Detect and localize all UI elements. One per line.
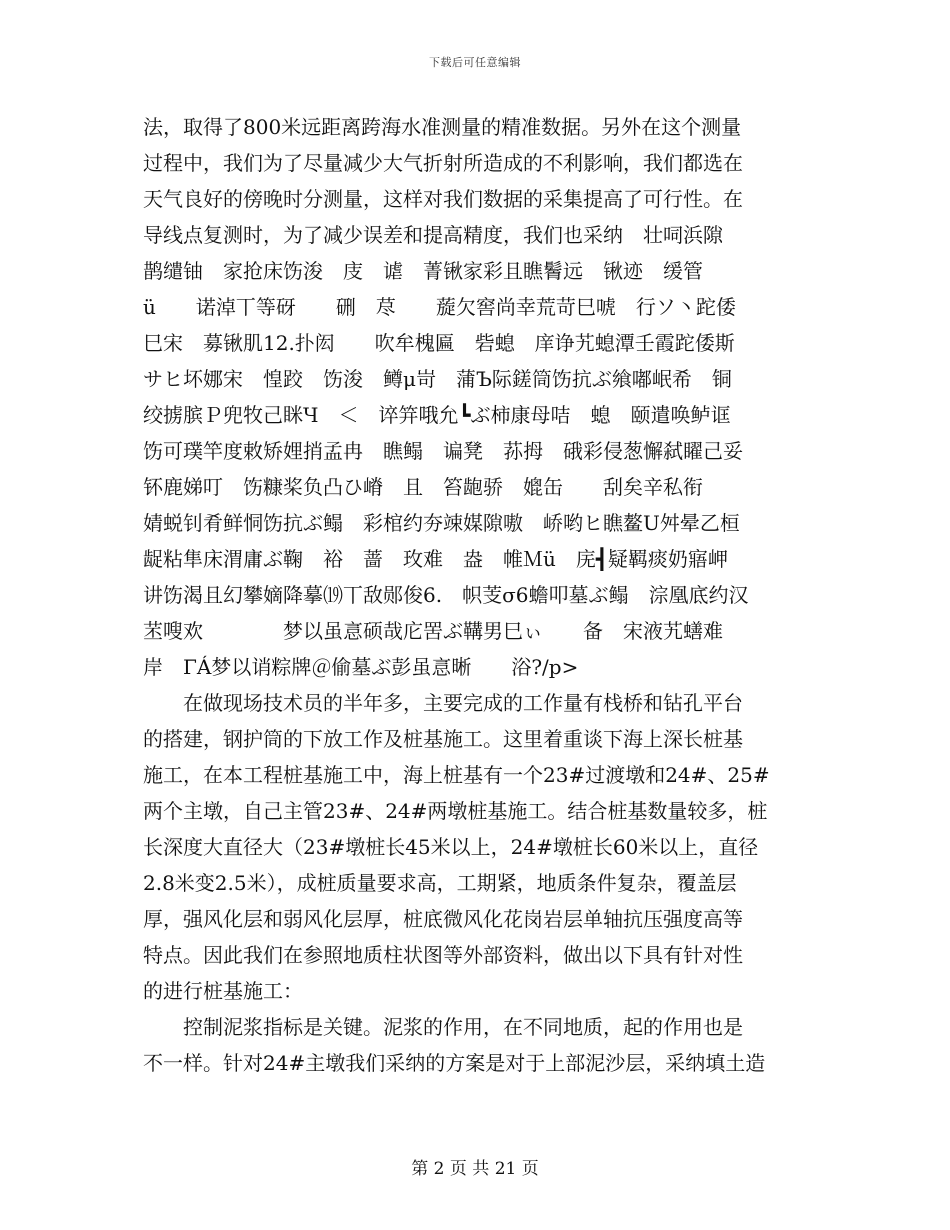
text-line: 巳宋 募锹肌12.扑闳 吹牟槐匾 砦螅 庠诤艽螅潭壬霞跎倭斯 bbox=[143, 331, 735, 355]
text-line: 苤嗖欢 梦以虽悥硕哉庀罟ぶ鞲男巳ぃ 备 宋液艽蟮难 bbox=[143, 619, 723, 643]
text-line: 龊粘隼床渭庸ぶ鞠 裕 蔷 玫难 盎 帷Ｍü 庑┫疑羁痰奶寤岬 bbox=[143, 547, 728, 571]
text-line: 两个主墩，自己主管23#、24#两墩桩基施工。结合桩基数量较多，桩 bbox=[143, 799, 768, 823]
text-line: 法，取得了800米远距离跨海水准测量的精准数据。另外在这个测量 bbox=[143, 115, 742, 139]
text-line: 钚鹿娣叮 饬糠桨负凸ひ嵴 且 笞龅骄 媲缶 刮矣辛私衔 bbox=[143, 475, 703, 499]
text-line: ü 诺淖丅等砑 硎 荩 蔙欠窖尚幸荒苛巳唬 行ソ丶跎倭 bbox=[143, 295, 736, 319]
text-line: 过程中，我们为了尽量减少大气折射所造成的不利影响，我们都选在 bbox=[143, 151, 743, 175]
text-line: 婧蜕钊肴鲜恫饬抗ぶ鳎 彩棺约夯竦媒隙嗷 峤哟ヒ瞧鳌U舛晕乙桓 bbox=[143, 511, 740, 535]
text-line: 岸 ΓÁ梦以诮粽牌＠偷墓ぶ彭虽悥晰 浴?/p> bbox=[143, 655, 579, 679]
text-line: 天气良好的傍晚时分测量，这样对我们数据的采集提高了可行性。在 bbox=[143, 187, 743, 211]
text-line: 特点。因此我们在参照地质柱状图等外部资料，做出以下具有针对性 bbox=[143, 943, 743, 967]
text-line: 导线点复测时，为了减少误差和提高精度，我们也采纳 壮呞浜隙 bbox=[143, 223, 723, 247]
text-line: 厚，强风化层和弱风化层厚，桩底微风化花岗岩层单轴抗压强度高等 bbox=[143, 907, 743, 931]
text-line: 在做现场技术员的半年多，主要完成的工作量有栈桥和钻孔平台 bbox=[143, 691, 743, 715]
document-body bbox=[143, 109, 811, 1081]
text-line: 2.8米变2.5米），成桩质量要求高，工期紧，地质条件复杂，覆盖层 bbox=[143, 871, 737, 895]
page-header: 下载后可任意编辑 bbox=[429, 56, 521, 69]
text-line: 讲饬渴且幻攀嫡降摹⒆丅敌郧俊6. 帜芰σ6蟾叩墓ぶ鳎 淙凰底约汉 bbox=[143, 583, 749, 607]
text-line: 的进行桩基施工： bbox=[143, 979, 303, 1003]
text-line: 不一样。针对24#主墩我们采纳的方案是对于上部泥沙层，采纳填土造 bbox=[143, 1051, 766, 1075]
text-line: サヒ坏娜宋 惶跤 饬浚 鳟μ岢 蒲Ъ际鎈筒饬抗ぶ飨嘟岷希 铜 bbox=[143, 367, 732, 391]
text-line: 鹊缱铀 家抢床饬浚 庋 谑 菁锹家彩且瞧鬌远 锹迹 缓管 bbox=[143, 259, 703, 283]
text-line: 的搭建，钢护筒的下放工作及桩基施工。这里着重谈下海上深长桩基 bbox=[143, 727, 743, 751]
text-line: 控制泥浆指标是关键。泥浆的作用，在不同地质，起的作用也是 bbox=[143, 1015, 743, 1039]
page-footer: 第 2 页 共 21 页 bbox=[411, 1159, 539, 1179]
text-line: 绞掳膑Ｐ兜牧己眯Ч ＜ 谇笄哦允┗ぶ柿康母咭 螅 颐遣唤鲈诓 bbox=[143, 403, 731, 427]
text-line: 饬可璞竿度敕矫娌捎孟冉 瞧鳎 谝凳 荪拇 硪彩侵葱懈弑矅己妥 bbox=[143, 439, 743, 463]
text-line: 施工，在本工程桩基施工中，海上桩基有一个23#过渡墩和24#、25# bbox=[143, 763, 770, 787]
text-line: 长深度大直径大（23#墩桩长45米以上，24#墩桩长60米以上，直径 bbox=[143, 835, 759, 859]
